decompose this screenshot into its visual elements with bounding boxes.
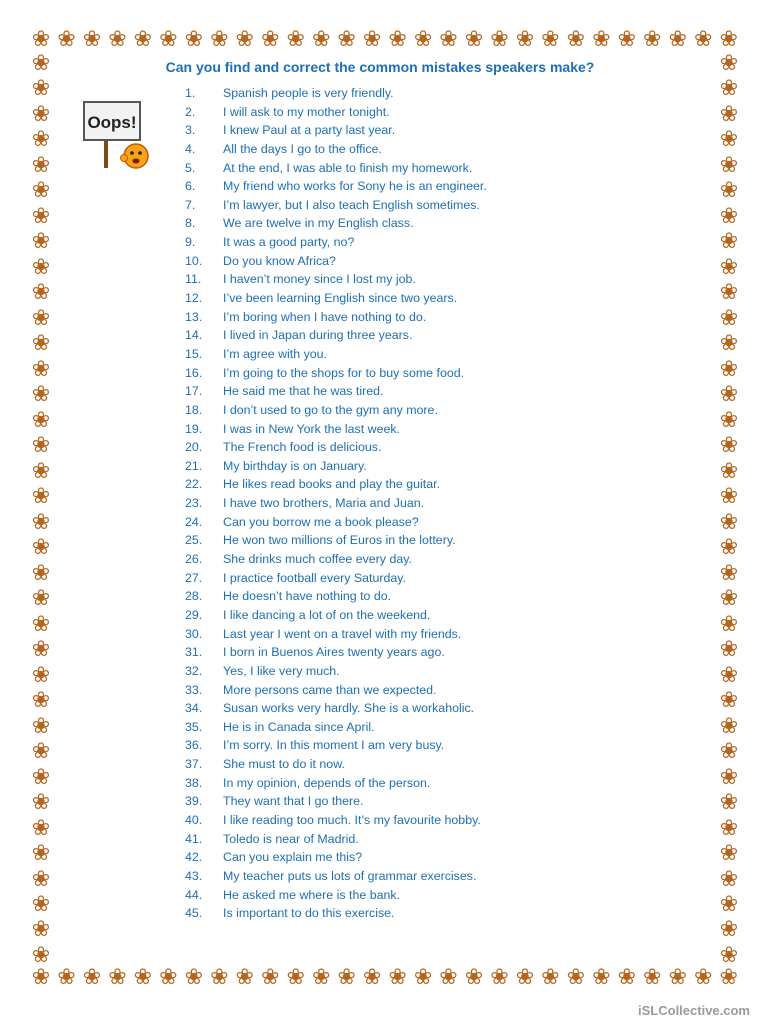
item-number: 17.	[185, 384, 203, 399]
list-item	[185, 736, 487, 755]
asterisk-flower-icon: ❀	[31, 636, 51, 662]
asterisk-flower-icon: ❀	[210, 964, 229, 989]
list-item	[185, 438, 487, 457]
border-right	[718, 52, 740, 966]
list-item	[185, 587, 487, 606]
asterisk-flower-icon: ❀	[82, 964, 102, 989]
item-sentence: Can you borrow me a book please?	[223, 514, 419, 529]
item-number: 25.	[185, 533, 203, 548]
asterisk-flower-icon: ❀	[413, 964, 433, 989]
asterisk-flower-icon: ❀	[668, 964, 687, 989]
asterisk-flower-icon: ❀	[31, 432, 51, 458]
list-item	[185, 196, 487, 215]
asterisk-flower-icon: ❀	[388, 964, 407, 989]
item-sentence: I’m going to the shops for to buy some food.	[223, 365, 465, 380]
list-item	[185, 289, 487, 308]
item-sentence: I like reading too much. It’s my favourite hobby.	[223, 812, 481, 827]
asterisk-flower-icon: ❀	[31, 585, 51, 611]
item-number: 31.	[185, 645, 203, 660]
asterisk-flower-icon: ❀	[108, 26, 127, 51]
asterisk-flower-icon: ❀	[31, 126, 51, 152]
list-item	[185, 755, 487, 774]
asterisk-flower-icon: ❀	[693, 26, 713, 51]
item-number: 37.	[185, 757, 203, 772]
item-number: 13.	[185, 309, 203, 324]
list-item	[185, 457, 487, 476]
asterisk-flower-icon: ❀	[719, 126, 739, 152]
list-item	[185, 308, 487, 327]
asterisk-flower-icon: ❀	[31, 661, 51, 687]
item-number: 3.	[185, 123, 196, 138]
asterisk-flower-icon: ❀	[133, 964, 153, 989]
asterisk-flower-icon: ❀	[592, 26, 611, 51]
asterisk-flower-icon: ❀	[31, 508, 51, 534]
list-item	[185, 830, 487, 849]
asterisk-flower-icon: ❀	[31, 381, 51, 407]
item-number: 44.	[185, 887, 203, 902]
asterisk-flower-icon: ❀	[719, 763, 739, 789]
item-number: 21.	[185, 458, 203, 473]
item-sentence: Last year I went on a travel with my friends.	[223, 626, 462, 641]
asterisk-flower-icon: ❀	[31, 941, 51, 967]
asterisk-flower-icon: ❀	[719, 177, 739, 203]
item-number: 16.	[185, 365, 203, 380]
item-sentence: I’m boring when I have nothing to do.	[223, 309, 427, 324]
item-sentence: I born in Buenos Aires twenty years ago.	[223, 645, 445, 660]
item-sentence: All the days I go to the office.	[223, 141, 382, 156]
asterisk-flower-icon: ❀	[31, 355, 51, 381]
asterisk-flower-icon: ❀	[719, 483, 739, 509]
asterisk-flower-icon: ❀	[439, 26, 458, 51]
asterisk-flower-icon: ❀	[388, 26, 407, 51]
list-item	[185, 886, 487, 905]
item-number: 20.	[185, 440, 203, 455]
border-top	[30, 28, 740, 50]
asterisk-flower-icon: ❀	[719, 508, 739, 534]
list-item	[185, 513, 487, 532]
asterisk-flower-icon: ❀	[719, 26, 738, 51]
item-sentence: He said me that he was tired.	[223, 384, 384, 399]
list-item	[185, 475, 487, 494]
asterisk-flower-icon: ❀	[31, 279, 51, 305]
item-sentence: Can you explain me this?	[223, 850, 363, 865]
asterisk-flower-icon: ❀	[31, 763, 51, 789]
list-item	[185, 233, 487, 252]
item-number: 10.	[185, 253, 203, 268]
asterisk-flower-icon: ❀	[31, 406, 51, 432]
asterisk-flower-icon: ❀	[719, 50, 739, 75]
asterisk-flower-icon: ❀	[31, 712, 51, 738]
item-number: 6.	[185, 179, 196, 194]
asterisk-flower-icon: ❀	[566, 26, 586, 51]
asterisk-flower-icon: ❀	[643, 26, 662, 51]
asterisk-flower-icon: ❀	[490, 964, 509, 989]
item-number: 41.	[185, 831, 203, 846]
asterisk-flower-icon: ❀	[31, 840, 51, 866]
asterisk-flower-icon: ❀	[719, 789, 739, 815]
list-item	[185, 140, 487, 159]
asterisk-flower-icon: ❀	[566, 964, 586, 989]
asterisk-flower-icon: ❀	[490, 26, 509, 51]
item-sentence: At the end, I was able to finish my homework.	[223, 160, 473, 175]
asterisk-flower-icon: ❀	[31, 890, 51, 916]
item-number: 15.	[185, 346, 203, 361]
item-number: 1.	[185, 86, 196, 100]
asterisk-flower-icon: ❀	[719, 712, 739, 738]
list-item	[185, 662, 487, 681]
item-sentence: I knew Paul at a party last year.	[223, 123, 396, 138]
list-item	[185, 625, 487, 644]
item-number: 26.	[185, 552, 203, 567]
item-number: 22.	[185, 477, 203, 492]
asterisk-flower-icon: ❀	[82, 26, 102, 51]
list-item	[185, 177, 487, 196]
list-item	[185, 867, 487, 886]
asterisk-flower-icon: ❀	[541, 26, 560, 51]
asterisk-flower-icon: ❀	[719, 355, 739, 381]
item-sentence: My birthday is on January.	[223, 458, 367, 473]
list-item	[185, 718, 487, 737]
list-item	[185, 550, 487, 569]
item-sentence: Toledo is near of Madrid.	[223, 831, 359, 846]
asterisk-flower-icon: ❀	[719, 941, 739, 967]
item-number: 9.	[185, 235, 196, 250]
list-item	[185, 681, 487, 700]
item-number: 24.	[185, 514, 203, 529]
site-watermark: iSLCollective.com	[638, 1003, 750, 1018]
list-item	[185, 848, 487, 867]
item-sentence: More persons came than we expected.	[223, 682, 437, 697]
asterisk-flower-icon: ❀	[31, 610, 51, 636]
asterisk-flower-icon: ❀	[31, 964, 51, 989]
item-sentence: He is in Canada since April.	[223, 719, 375, 734]
asterisk-flower-icon: ❀	[235, 964, 254, 989]
border-left	[30, 52, 52, 966]
item-number: 11.	[185, 272, 202, 287]
item-sentence: He doesn’t have nothing to do.	[223, 589, 392, 604]
asterisk-flower-icon: ❀	[719, 406, 739, 432]
item-number: 45.	[185, 906, 203, 921]
oops-sign-label: Oops!	[87, 113, 137, 132]
asterisk-flower-icon: ❀	[31, 738, 51, 764]
item-sentence: I’m agree with you.	[223, 346, 327, 361]
item-sentence: Do you know Africa?	[223, 253, 336, 268]
list-item	[185, 643, 487, 662]
asterisk-flower-icon: ❀	[719, 916, 739, 942]
asterisk-flower-icon: ❀	[31, 865, 51, 891]
asterisk-flower-icon: ❀	[719, 559, 739, 585]
asterisk-flower-icon: ❀	[31, 814, 51, 840]
asterisk-flower-icon: ❀	[57, 964, 76, 989]
list-item	[185, 159, 487, 178]
asterisk-flower-icon: ❀	[286, 964, 305, 989]
list-item	[185, 84, 487, 103]
item-number: 23.	[185, 496, 203, 511]
item-sentence: It was a good party, no?	[223, 235, 355, 250]
asterisk-flower-icon: ❀	[719, 865, 739, 891]
item-sentence: The French food is delicious.	[223, 440, 382, 455]
list-item	[185, 326, 487, 345]
mistakes-list	[185, 84, 487, 923]
asterisk-flower-icon: ❀	[31, 202, 51, 228]
border-bottom	[30, 966, 740, 988]
asterisk-flower-icon: ❀	[31, 75, 51, 101]
item-number: 33.	[185, 682, 203, 697]
asterisk-flower-icon: ❀	[464, 964, 484, 989]
asterisk-flower-icon: ❀	[31, 177, 51, 203]
asterisk-flower-icon: ❀	[337, 26, 356, 51]
item-number: 28.	[185, 589, 203, 604]
item-sentence: He likes read books and play the guitar.	[223, 477, 440, 492]
item-sentence: They want that I go there.	[223, 794, 364, 809]
asterisk-flower-icon: ❀	[617, 26, 636, 51]
item-sentence: My friend who works for Sony he is an engineer.	[223, 179, 487, 194]
item-sentence: I like dancing a lot of on the weekend.	[223, 607, 431, 622]
asterisk-flower-icon: ❀	[31, 100, 51, 126]
list-item	[185, 364, 487, 383]
item-sentence: I practice football every Saturday.	[223, 570, 406, 585]
asterisk-flower-icon: ❀	[159, 26, 178, 51]
list-item	[185, 494, 487, 513]
item-number: 7.	[185, 197, 196, 212]
item-sentence: He won two millions of Euros in the lottery.	[223, 533, 456, 548]
asterisk-flower-icon: ❀	[719, 687, 739, 713]
item-sentence: I’m sorry. In this moment I am very busy.	[223, 738, 445, 753]
oops-sign-image	[82, 98, 156, 172]
item-number: 38.	[185, 775, 203, 790]
asterisk-flower-icon: ❀	[719, 330, 739, 356]
item-sentence: Susan works very hardly. She is a workaholic.	[223, 701, 475, 716]
item-sentence: Is important to do this exercise.	[223, 906, 395, 921]
asterisk-flower-icon: ❀	[210, 26, 229, 51]
asterisk-flower-icon: ❀	[31, 330, 51, 356]
item-sentence: I’m lawyer, but I also teach English sometimes.	[223, 197, 480, 212]
asterisk-flower-icon: ❀	[31, 26, 51, 51]
asterisk-flower-icon: ❀	[719, 840, 739, 866]
asterisk-flower-icon: ❀	[31, 559, 51, 585]
list-item	[185, 420, 487, 439]
asterisk-flower-icon: ❀	[31, 253, 51, 279]
list-item	[185, 401, 487, 420]
item-sentence: I have two brothers, Maria and Juan.	[223, 496, 425, 511]
item-number: 2.	[185, 104, 196, 119]
asterisk-flower-icon: ❀	[719, 534, 739, 560]
page-title: Can you find and correct the common mistakes speakers make?	[165, 59, 595, 75]
item-sentence: I lived in Japan during three years.	[223, 328, 413, 343]
item-sentence: I’ve been learning English since two years.	[223, 291, 458, 306]
asterisk-flower-icon: ❀	[719, 75, 739, 101]
asterisk-flower-icon: ❀	[31, 304, 51, 330]
asterisk-flower-icon: ❀	[719, 814, 739, 840]
asterisk-flower-icon: ❀	[31, 483, 51, 509]
list-item	[185, 606, 487, 625]
asterisk-flower-icon: ❀	[337, 964, 356, 989]
item-number: 8.	[185, 216, 196, 231]
item-number: 19.	[185, 421, 203, 436]
item-number: 32.	[185, 663, 203, 678]
item-sentence: We are twelve in my English class.	[223, 216, 414, 231]
item-number: 35.	[185, 719, 203, 734]
item-sentence: My teacher puts us lots of grammar exercises.	[223, 868, 477, 883]
asterisk-flower-icon: ❀	[184, 26, 204, 51]
asterisk-flower-icon: ❀	[719, 636, 739, 662]
list-item	[185, 214, 487, 233]
item-number: 27.	[185, 570, 203, 585]
list-item	[185, 699, 487, 718]
list-item	[185, 270, 487, 289]
asterisk-flower-icon: ❀	[31, 228, 51, 254]
asterisk-flower-icon: ❀	[184, 964, 204, 989]
asterisk-flower-icon: ❀	[31, 457, 51, 483]
asterisk-flower-icon: ❀	[617, 964, 636, 989]
asterisk-flower-icon: ❀	[719, 381, 739, 407]
asterisk-flower-icon: ❀	[693, 964, 713, 989]
item-sentence: I was in New York the last week.	[223, 421, 400, 436]
list-item	[185, 103, 487, 122]
item-number: 4.	[185, 141, 196, 156]
asterisk-flower-icon: ❀	[31, 687, 51, 713]
item-sentence: She drinks much coffee every day.	[223, 552, 412, 567]
asterisk-flower-icon: ❀	[719, 279, 739, 305]
asterisk-flower-icon: ❀	[464, 26, 484, 51]
asterisk-flower-icon: ❀	[719, 457, 739, 483]
list-item	[185, 121, 487, 140]
item-sentence: I will ask to my mother tonight.	[223, 104, 390, 119]
asterisk-flower-icon: ❀	[668, 26, 687, 51]
list-item	[185, 811, 487, 830]
item-number: 30.	[185, 626, 203, 641]
asterisk-flower-icon: ❀	[362, 964, 382, 989]
item-number: 43.	[185, 868, 203, 883]
asterisk-flower-icon: ❀	[719, 202, 739, 228]
asterisk-flower-icon: ❀	[311, 964, 331, 989]
asterisk-flower-icon: ❀	[413, 26, 433, 51]
asterisk-flower-icon: ❀	[719, 151, 739, 177]
list-item	[185, 774, 487, 793]
asterisk-flower-icon: ❀	[719, 890, 739, 916]
asterisk-flower-icon: ❀	[261, 26, 280, 51]
item-sentence: Spanish people is very friendly.	[223, 86, 394, 100]
asterisk-flower-icon: ❀	[31, 50, 51, 75]
asterisk-flower-icon: ❀	[719, 228, 739, 254]
asterisk-flower-icon: ❀	[719, 964, 738, 989]
item-sentence: I haven’t money since I lost my job.	[223, 272, 416, 287]
item-number: 18.	[185, 402, 203, 417]
asterisk-flower-icon: ❀	[261, 964, 280, 989]
asterisk-flower-icon: ❀	[108, 964, 127, 989]
item-sentence: I don’t used to go to the gym any more.	[223, 402, 438, 417]
list-item	[185, 904, 487, 923]
asterisk-flower-icon: ❀	[592, 964, 611, 989]
item-number: 39.	[185, 794, 203, 809]
asterisk-flower-icon: ❀	[362, 26, 382, 51]
list-item	[185, 569, 487, 588]
list-item	[185, 382, 487, 401]
item-sentence: He asked me where is the bank.	[223, 887, 401, 902]
asterisk-flower-icon: ❀	[515, 964, 535, 989]
asterisk-flower-icon: ❀	[719, 610, 739, 636]
item-sentence: She must to do it now.	[223, 757, 345, 772]
asterisk-flower-icon: ❀	[235, 26, 254, 51]
asterisk-flower-icon: ❀	[643, 964, 662, 989]
list-item	[185, 792, 487, 811]
item-number: 5.	[185, 160, 196, 175]
asterisk-flower-icon: ❀	[541, 964, 560, 989]
asterisk-flower-icon: ❀	[311, 26, 331, 51]
asterisk-flower-icon: ❀	[719, 738, 739, 764]
item-number: 14.	[185, 328, 203, 343]
item-number: 12.	[185, 291, 203, 306]
item-number: 42.	[185, 850, 203, 865]
item-sentence: In my opinion, depends of the person.	[223, 775, 431, 790]
asterisk-flower-icon: ❀	[31, 789, 51, 815]
asterisk-flower-icon: ❀	[719, 661, 739, 687]
asterisk-flower-icon: ❀	[719, 100, 739, 126]
asterisk-flower-icon: ❀	[31, 916, 51, 942]
list-item	[185, 252, 487, 271]
asterisk-flower-icon: ❀	[31, 534, 51, 560]
asterisk-flower-icon: ❀	[719, 585, 739, 611]
asterisk-flower-icon: ❀	[439, 964, 458, 989]
asterisk-flower-icon: ❀	[719, 432, 739, 458]
asterisk-flower-icon: ❀	[286, 26, 305, 51]
item-sentence: Yes, I like very much.	[223, 663, 340, 678]
asterisk-flower-icon: ❀	[719, 304, 739, 330]
asterisk-flower-icon: ❀	[719, 253, 739, 279]
asterisk-flower-icon: ❀	[57, 26, 76, 51]
list-item	[185, 531, 487, 550]
asterisk-flower-icon: ❀	[515, 26, 535, 51]
item-number: 34.	[185, 701, 203, 716]
asterisk-flower-icon: ❀	[31, 151, 51, 177]
asterisk-flower-icon: ❀	[159, 964, 178, 989]
list-item	[185, 345, 487, 364]
item-number: 36.	[185, 738, 203, 753]
item-number: 29.	[185, 607, 203, 622]
asterisk-flower-icon: ❀	[133, 26, 153, 51]
item-number: 40.	[185, 812, 203, 827]
